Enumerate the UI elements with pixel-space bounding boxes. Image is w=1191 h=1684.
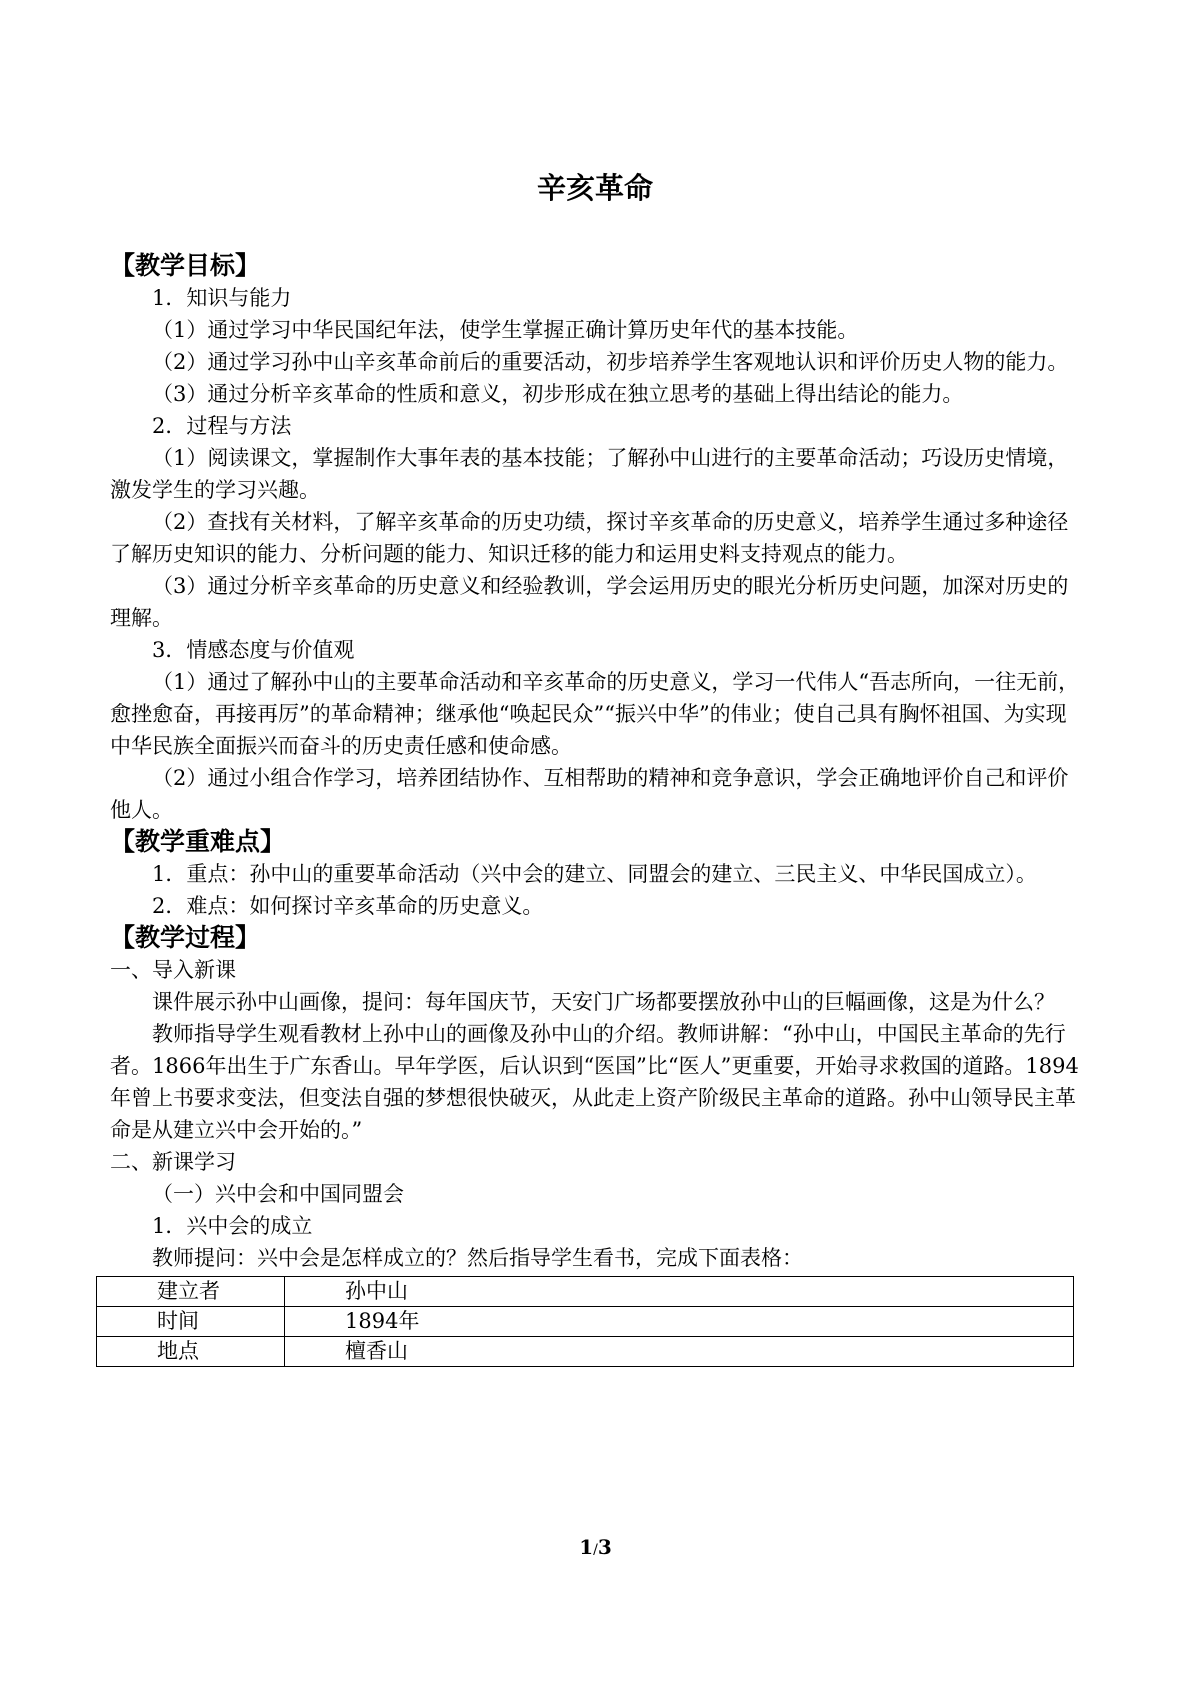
paragraph: 1．重点：孙中山的重要革命活动（兴中会的建立、同盟会的建立、三民主义、中华民国成立）。	[152, 862, 1037, 886]
section-heading-key-points: 【教学重难点】	[110, 827, 286, 856]
paragraph: （3）通过分析辛亥革命的性质和意义，初步形成在独立思考的基础上得出结论的能力。	[152, 382, 964, 406]
table-row	[97, 1277, 1074, 1307]
paragraph: （2）通过小组合作学习，培养团结协作、互相帮助的精神和竞争意识，学会正确地评价自己和评价他人。	[110, 766, 1069, 822]
subheading-intro: 一、导入新课	[110, 958, 236, 982]
subheading-values: 3．情感态度与价值观	[152, 638, 355, 662]
page-current: 1	[579, 1535, 594, 1559]
info-table	[96, 1276, 1074, 1367]
paragraph: （2）通过学习孙中山辛亥革命前后的重要活动，初步培养学生客观地认识和评价历史人物的能力。	[152, 350, 1069, 374]
table-cell-label: 地点	[97, 1337, 285, 1367]
document-body	[110, 250, 1080, 1367]
table-cell-label: 建立者	[97, 1277, 285, 1307]
table-cell-value: 孙中山	[285, 1277, 1074, 1307]
table-cell-label: 时间	[97, 1307, 285, 1337]
paragraph: （1）阅读课文，掌握制作大事年表的基本技能；了解孙中山进行的主要革命活动；巧设历史情境，激发学生的学习兴趣。	[110, 446, 1069, 502]
paragraph: （1）通过了解孙中山的主要革命活动和辛亥革命的历史意义，学习一代伟人“吾志所向，一往无前，愈挫愈奋，再接再厉”的革命精神；继承他“唤起民众”“振兴中华”的伟业；使自己具有胸怀祖国、为实现中华民族全面振兴而奋斗的历史责任感和使命感。	[110, 670, 1080, 758]
subheading-founding: 1．兴中会的成立	[152, 1214, 313, 1238]
subheading-knowledge: 1．知识与能力	[152, 286, 292, 310]
table-row	[97, 1337, 1074, 1367]
paragraph: （3）通过分析辛亥革命的历史意义和经验教训，学会运用历史的眼光分析历史问题，加深对历史的理解。	[110, 574, 1069, 630]
paragraph: 2．难点：如何探讨辛亥革命的历史意义。	[152, 894, 544, 918]
table-cell-value: 檀香山	[285, 1337, 1074, 1367]
paragraph: 教师提问：兴中会是怎样成立的？然后指导学生看书，完成下面表格：	[152, 1246, 803, 1270]
subheading-xingzhonghui: （一）兴中会和中国同盟会	[152, 1182, 404, 1206]
document-title: 辛亥革命	[536, 171, 653, 205]
section-heading-objectives: 【教学目标】	[110, 251, 261, 280]
page-separator: /	[593, 1542, 598, 1558]
section-heading-process: 【教学过程】	[110, 923, 261, 952]
page-total: 3	[597, 1535, 612, 1559]
subheading-process: 2．过程与方法	[152, 414, 292, 438]
paragraph: 课件展示孙中山画像，提问：每年国庆节，天安门广场都要摆放孙中山的巨幅画像，这是为什么？	[152, 990, 1055, 1014]
paragraph: 教师指导学生观看教材上孙中山的画像及孙中山的介绍。教师讲解：“孙中山，中国民主革命的先行者。1866年出生于广东香山。早年学医，后认识到“医国”比“医人”更重要，开始寻求救国的道路。1894年曾上书要求变法，但变法自强的梦想很快破灭，从此走上资产阶级民主革命的道路。孙中山领导民主革命是从建立兴中会开始的。”	[110, 1022, 1079, 1142]
subheading-new-lesson: 二、新课学习	[110, 1150, 236, 1174]
paragraph: （2）查找有关材料，了解辛亥革命的历史功绩，探讨辛亥革命的历史意义，培养学生通过多种途径了解历史知识的能力、分析问题的能力、知识迁移的能力和运用史料支持观点的能力。	[110, 510, 1069, 566]
table-row	[97, 1307, 1074, 1337]
page-number	[0, 1535, 1191, 1559]
table-cell-value: 1894年	[285, 1307, 1074, 1337]
paragraph: （1）通过学习中华民国纪年法，使学生掌握正确计算历史年代的基本技能。	[152, 318, 859, 342]
